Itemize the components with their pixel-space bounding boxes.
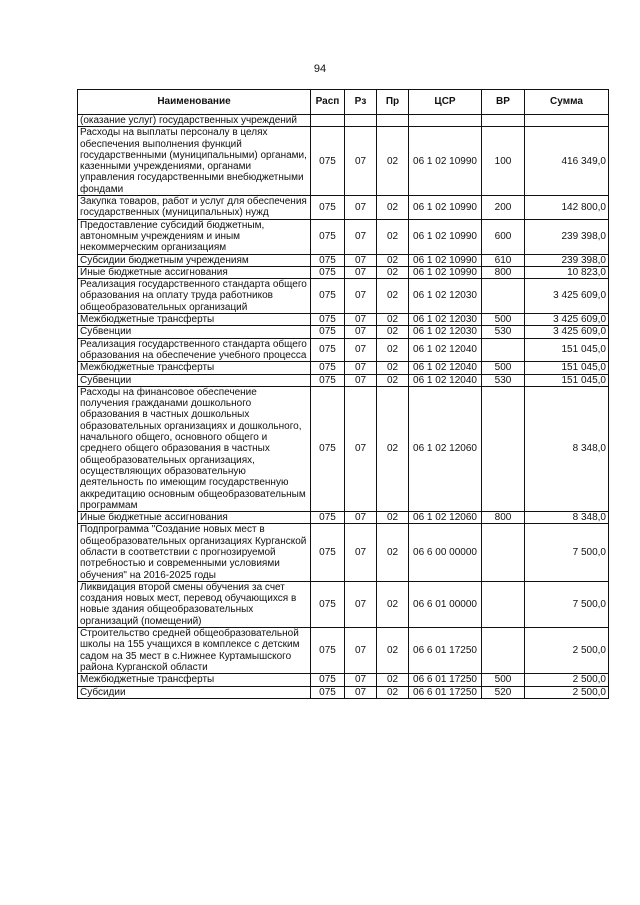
cell-rasp: 075 <box>311 628 345 674</box>
cell-sum: 142 800,0 <box>525 196 609 220</box>
cell-rasp <box>311 115 345 127</box>
cell-sum: 10 823,0 <box>525 266 609 278</box>
cell-pr: 02 <box>377 254 409 266</box>
cell-rz: 07 <box>345 386 377 511</box>
cell-name: Межбюджетные трансферты <box>78 674 311 686</box>
cell-vr: 800 <box>482 512 525 524</box>
cell-csr: 06 6 01 17250 <box>409 628 482 674</box>
cell-vr: 500 <box>482 314 525 326</box>
cell-vr: 600 <box>482 219 525 254</box>
table-row <box>78 674 609 686</box>
page-number: 94 <box>313 63 327 75</box>
cell-pr: 02 <box>377 314 409 326</box>
cell-rz: 07 <box>345 374 377 386</box>
cell-pr: 02 <box>377 219 409 254</box>
cell-vr: 800 <box>482 266 525 278</box>
cell-vr: 200 <box>482 196 525 220</box>
column-header-sum: Сумма <box>525 90 609 115</box>
cell-sum: 3 425 609,0 <box>525 279 609 314</box>
cell-csr: 06 1 02 10990 <box>409 127 482 196</box>
table-row <box>78 326 609 338</box>
cell-rasp: 075 <box>311 219 345 254</box>
cell-vr <box>482 581 525 627</box>
cell-vr: 530 <box>482 326 525 338</box>
column-header-rz: Рз <box>345 90 377 115</box>
cell-rasp: 075 <box>311 326 345 338</box>
cell-pr: 02 <box>377 512 409 524</box>
cell-sum: 416 349,0 <box>525 127 609 196</box>
cell-pr <box>377 115 409 127</box>
cell-csr: 06 1 02 10990 <box>409 266 482 278</box>
table-row <box>78 362 609 374</box>
cell-name: Реализация государственного стандарта общего образования на обеспечение учебного процесса <box>78 338 311 362</box>
table-row <box>78 279 609 314</box>
cell-rz: 07 <box>345 524 377 581</box>
cell-csr: 06 1 02 12040 <box>409 374 482 386</box>
cell-pr: 02 <box>377 581 409 627</box>
cell-rasp: 075 <box>311 512 345 524</box>
cell-name: (оказание услуг) государственных учреждений <box>78 115 311 127</box>
cell-rasp: 075 <box>311 196 345 220</box>
cell-name: Предоставление субсидий бюджетным, автономным учреждениям и иным некоммерческим организациям <box>78 219 311 254</box>
cell-rasp: 075 <box>311 314 345 326</box>
table-row <box>78 524 609 581</box>
table-row <box>78 581 609 627</box>
column-header-rasp: Расп <box>311 90 345 115</box>
cell-name: Субвенции <box>78 326 311 338</box>
cell-rz: 07 <box>345 362 377 374</box>
cell-rz: 07 <box>345 254 377 266</box>
table-row <box>78 219 609 254</box>
cell-rasp: 075 <box>311 362 345 374</box>
table-row <box>78 127 609 196</box>
table-row <box>78 196 609 220</box>
table-row <box>78 628 609 674</box>
cell-csr: 06 6 01 17250 <box>409 674 482 686</box>
cell-pr: 02 <box>377 279 409 314</box>
cell-rasp: 075 <box>311 686 345 698</box>
column-header-csr: ЦСР <box>409 90 482 115</box>
cell-name: Субсидии бюджетным учреждениям <box>78 254 311 266</box>
cell-name: Межбюджетные трансферты <box>78 314 311 326</box>
cell-vr: 100 <box>482 127 525 196</box>
column-header-pr: Пр <box>377 90 409 115</box>
cell-vr: 520 <box>482 686 525 698</box>
cell-name: Расходы на выплаты персоналу в целях обеспечения выполнения функций государственными (муниципальными) органами, казенными учреждениями, органами управления государственными внебюджетными фондами <box>78 127 311 196</box>
cell-pr: 02 <box>377 628 409 674</box>
cell-name: Расходы на финансовое обеспечение получения гражданами дошкольного образования в частных дошкольных образовательных организациях и дошкольного, начального общего, основного общего и среднего общего образования в частных общеобразовательных организациях, осуществляющих образовательную деятельность по имеющим государственную аккредитацию основным общеобразовательным программам <box>78 386 311 511</box>
cell-rasp: 075 <box>311 254 345 266</box>
cell-name: Строительство средней общеобразовательной школы на 155 учащихся в комплексе с детским садом на 35 мест в с.Нижнее Куртамышского района Курганской области <box>78 628 311 674</box>
cell-name: Ликвидация второй смены обучения за счет создания новых мест, перевод обучающихся в новые здания общеобразовательных организаций (помещений) <box>78 581 311 627</box>
cell-sum: 239 398,0 <box>525 254 609 266</box>
cell-csr <box>409 115 482 127</box>
cell-csr: 06 1 02 12030 <box>409 326 482 338</box>
cell-csr: 06 1 02 12030 <box>409 279 482 314</box>
cell-vr <box>482 524 525 581</box>
cell-sum: 3 425 609,0 <box>525 326 609 338</box>
cell-pr: 02 <box>377 374 409 386</box>
cell-csr: 06 1 02 10990 <box>409 219 482 254</box>
cell-vr: 500 <box>482 674 525 686</box>
cell-sum: 7 500,0 <box>525 581 609 627</box>
cell-rz: 07 <box>345 127 377 196</box>
cell-rz: 07 <box>345 628 377 674</box>
cell-vr <box>482 386 525 511</box>
cell-csr: 06 6 01 17250 <box>409 686 482 698</box>
cell-pr: 02 <box>377 524 409 581</box>
cell-sum: 239 398,0 <box>525 219 609 254</box>
cell-name: Иные бюджетные ассигнования <box>78 512 311 524</box>
cell-pr: 02 <box>377 266 409 278</box>
cell-csr: 06 1 02 10990 <box>409 254 482 266</box>
cell-vr: 530 <box>482 374 525 386</box>
budget-table <box>77 89 609 699</box>
cell-sum: 151 045,0 <box>525 362 609 374</box>
cell-rasp: 075 <box>311 581 345 627</box>
cell-pr: 02 <box>377 386 409 511</box>
cell-csr: 06 1 02 10990 <box>409 196 482 220</box>
cell-rz: 07 <box>345 686 377 698</box>
table-row <box>78 512 609 524</box>
cell-rasp: 075 <box>311 266 345 278</box>
cell-name: Субсидии <box>78 686 311 698</box>
cell-sum <box>525 115 609 127</box>
cell-name: Субвенции <box>78 374 311 386</box>
cell-vr: 610 <box>482 254 525 266</box>
table-row <box>78 254 609 266</box>
cell-rz: 07 <box>345 338 377 362</box>
cell-vr <box>482 628 525 674</box>
cell-rz: 07 <box>345 314 377 326</box>
cell-csr: 06 1 02 12060 <box>409 386 482 511</box>
cell-rz: 07 <box>345 674 377 686</box>
cell-sum: 8 348,0 <box>525 386 609 511</box>
cell-vr: 500 <box>482 362 525 374</box>
cell-sum: 2 500,0 <box>525 686 609 698</box>
cell-pr: 02 <box>377 362 409 374</box>
table-row <box>78 386 609 511</box>
cell-name: Межбюджетные трансферты <box>78 362 311 374</box>
table-row <box>78 686 609 698</box>
cell-pr: 02 <box>377 127 409 196</box>
cell-rasp: 075 <box>311 386 345 511</box>
cell-sum: 8 348,0 <box>525 512 609 524</box>
cell-pr: 02 <box>377 338 409 362</box>
cell-sum: 7 500,0 <box>525 524 609 581</box>
cell-rz: 07 <box>345 326 377 338</box>
cell-name: Реализация государственного стандарта общего образования на оплату труда работников общеобразовательных организаций <box>78 279 311 314</box>
cell-sum: 151 045,0 <box>525 374 609 386</box>
cell-vr <box>482 338 525 362</box>
cell-pr: 02 <box>377 326 409 338</box>
column-header-name: Наименование <box>78 90 311 115</box>
cell-rasp: 075 <box>311 674 345 686</box>
cell-sum: 2 500,0 <box>525 674 609 686</box>
table-row <box>78 338 609 362</box>
cell-vr <box>482 279 525 314</box>
cell-csr: 06 1 02 12060 <box>409 512 482 524</box>
cell-rasp: 075 <box>311 338 345 362</box>
cell-rz: 07 <box>345 196 377 220</box>
cell-rz: 07 <box>345 279 377 314</box>
cell-rz: 07 <box>345 266 377 278</box>
cell-pr: 02 <box>377 686 409 698</box>
cell-vr <box>482 115 525 127</box>
cell-rz: 07 <box>345 581 377 627</box>
cell-csr: 06 1 02 12040 <box>409 362 482 374</box>
cell-name: Закупка товаров, работ и услуг для обеспечения государственных (муниципальных) нужд <box>78 196 311 220</box>
cell-name: Иные бюджетные ассигнования <box>78 266 311 278</box>
cell-rasp: 075 <box>311 127 345 196</box>
cell-csr: 06 6 01 00000 <box>409 581 482 627</box>
cell-rz <box>345 115 377 127</box>
cell-pr: 02 <box>377 196 409 220</box>
cell-pr: 02 <box>377 674 409 686</box>
table-row <box>78 314 609 326</box>
cell-csr: 06 1 02 12040 <box>409 338 482 362</box>
cell-csr: 06 6 00 00000 <box>409 524 482 581</box>
cell-rasp: 075 <box>311 374 345 386</box>
cell-sum: 151 045,0 <box>525 338 609 362</box>
cell-sum: 3 425 609,0 <box>525 314 609 326</box>
cell-sum: 2 500,0 <box>525 628 609 674</box>
column-header-vr: ВР <box>482 90 525 115</box>
table-header-row <box>78 90 609 115</box>
cell-rz: 07 <box>345 512 377 524</box>
cell-rasp: 075 <box>311 524 345 581</box>
table-row <box>78 115 609 127</box>
table-row <box>78 374 609 386</box>
cell-name: Подпрограмма "Создание новых мест в общеобразовательных организациях Курганской области в соответствии с прогнозируемой потребностью и современными условиями обучения" на 2016-2025 годы <box>78 524 311 581</box>
table-row <box>78 266 609 278</box>
cell-rasp: 075 <box>311 279 345 314</box>
cell-csr: 06 1 02 12030 <box>409 314 482 326</box>
cell-rz: 07 <box>345 219 377 254</box>
